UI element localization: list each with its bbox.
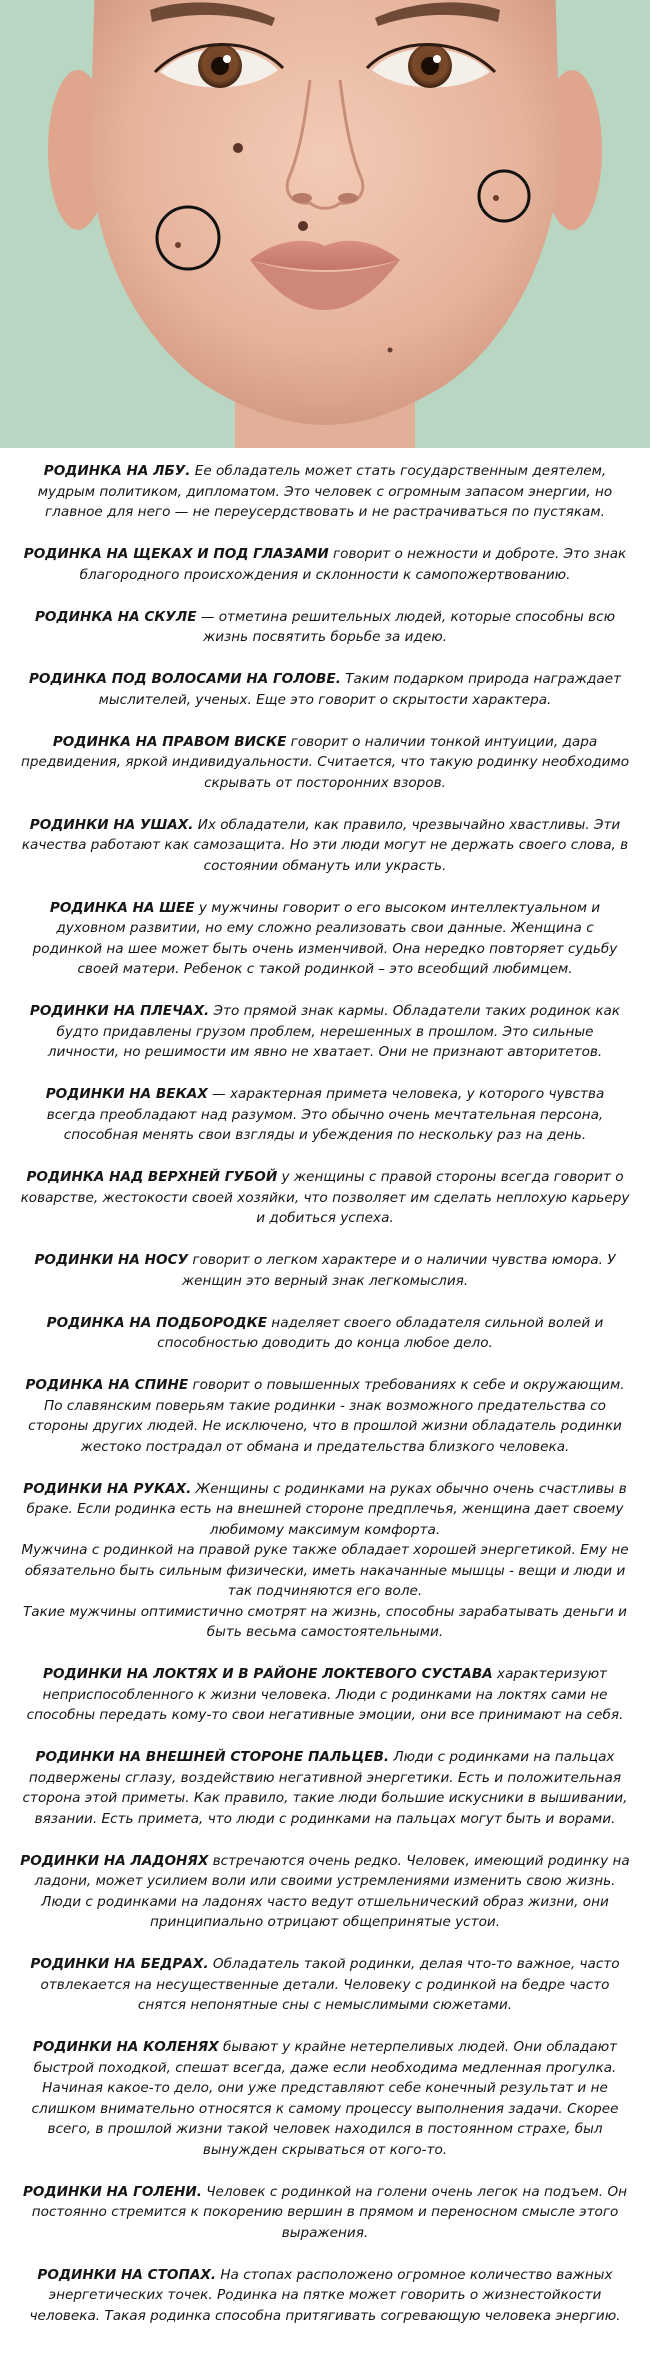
left-eye-highlight bbox=[223, 55, 231, 63]
entry-palms bbox=[20, 1851, 630, 1933]
entry-ears bbox=[20, 815, 630, 877]
entry-back bbox=[20, 1375, 630, 1457]
right-eye-highlight bbox=[433, 55, 441, 63]
entry-heading: РОДИНКА НА ПОДБОРОДКЕ bbox=[46, 1314, 267, 1331]
entry-hands bbox=[20, 1479, 630, 1643]
mole-cheek bbox=[175, 242, 181, 248]
entry-upper-lip bbox=[20, 1167, 630, 1229]
entry-heading: РОДИНКА НА СКУЛЕ bbox=[34, 608, 197, 625]
entry-heading: РОДИНКИ НА КОЛЕНЯХ bbox=[32, 2039, 219, 2055]
entry-text: характеризуют неприспособленного к жизни человека. Люди с родинками на локтях сами не способны передать кому-то свои негативные эмоции, они все принимают на себя. bbox=[26, 1666, 624, 1723]
entry-heading: РОДИНКИ НА СТОПАХ. bbox=[37, 2266, 216, 2283]
entry-shoulders bbox=[20, 1001, 630, 1063]
entry-text: наделяет своего обладателя сильной волей и способностью доводить до конца любое дело. bbox=[157, 1314, 604, 1351]
entry-heading: РОДИНКИ НА НОСУ bbox=[34, 1252, 189, 1268]
face-drawing bbox=[0, 0, 650, 448]
entry-text: — характерная примета человека, у которого чувства всегда преобладают над разумом. Это обычно очень мечтательная персона, способная менять свои взгляды и убеждения по нескольку раз на день. bbox=[46, 1086, 605, 1143]
entry-heading: РОДИНКА НА ШЕЕ bbox=[49, 899, 195, 916]
entry-hips bbox=[20, 1954, 630, 2016]
entry-text: Женщины с родинками на руках обычно очень счастливы в браке. Если родинка есть на внешней стороне предплечья, женщина дает своему любимому максимум комфорта. bbox=[26, 1480, 627, 1538]
entry-fingers bbox=[20, 1747, 630, 1829]
entry-heading: РОДИНКИ НА ЛОКТЯХ И В РАЙОНЕ ЛОКТЕВОГО СУСТАВА bbox=[43, 1666, 493, 1682]
mole-above-lip bbox=[298, 221, 308, 231]
entry-neck bbox=[20, 898, 630, 980]
mole-under-eye bbox=[233, 143, 243, 153]
entry-nose bbox=[20, 1250, 630, 1291]
entry-heading: РОДИНКА НАД ВЕРХНЕЙ ГУБОЙ bbox=[26, 1169, 278, 1185]
article-text bbox=[0, 448, 650, 2326]
entry-scalp bbox=[20, 669, 630, 710]
entry-chin bbox=[20, 1313, 630, 1354]
entry-text: Таким подарком природа награждает мыслителей, ученых. Еще это говорит о скрытости характера. bbox=[98, 671, 622, 708]
entry-text: — отметина решительных людей, которые способны всю жизнь посвятить борьбе за идею. bbox=[196, 608, 616, 645]
entry-heading: РОДИНКИ НА ВЕКАХ bbox=[45, 1086, 208, 1102]
entry-heading: РОДИНКИ НА ПЛЕЧАХ. bbox=[29, 1003, 210, 1019]
entry-text: Обладатель такой родинки, делая что-то важное, часто отвлекается на несущественные детали. Человеку с родинкой на бедре часто снятся непонятные сны с немыслимыми сюжетами. bbox=[40, 1956, 620, 2013]
entry-text: говорит о легком характере и о наличии чувства юмора. У женщин это верный знак легкомыслия. bbox=[181, 1252, 616, 1289]
entry-text: у женщины с правой стороны всегда говорит о коварстве, жестокости своей хозяйки, что позволяет им сделать неплохую карьеру и добиться успеха. bbox=[20, 1169, 630, 1226]
right-nostril bbox=[338, 193, 358, 203]
face-illustration bbox=[0, 0, 650, 448]
entry-text: говорит о наличии тонкой интуиции, дара предвидения, яркой индивидуальности. Считается, что такую родинку необходимо скрывать от посторонних взоров. bbox=[20, 733, 630, 791]
entry-heading: РОДИНКИ НА ГОЛЕНИ. bbox=[22, 2183, 202, 2200]
entry-heading: РОДИНКА НА ЛБУ. bbox=[43, 463, 191, 479]
entry-elbows bbox=[20, 1664, 630, 1726]
entry-text: На стопах расположено огромное количество важных энергетических точек. Родинка на пятке может говорить о жизнестойкости человека. Такая родинка способна притягивать согревающую человека энергию. bbox=[29, 2266, 621, 2324]
entry-text: Человек с родинкой на голени очень легок на подъем. Он постоянно стремится к покорению вершин в прямом и переносном смысле этого выражения. bbox=[31, 2183, 628, 2241]
entry-text: бывают у крайне нетерпеливых людей. Они обладают быстрой походкой, спешат всегда, даже если необходима медленная прогулка. Начиная какое-то дело, они уже представляют себе конечный результат и не слишком внимательно относятся к самому процессу выполнения задачи. Скорее всего, в прошлой жизни такой человек находился в постоянном страхе, был вынужден скрываться от кого-то. bbox=[31, 2039, 619, 2158]
entry-text: говорит о нежности и доброте. Это знак благородного происхождения и склонности к самопожертвованию. bbox=[79, 546, 627, 583]
entry-heading: РОДИНКИ НА РУКАХ. bbox=[23, 1480, 192, 1497]
entry-heading: РОДИНКА ПОД ВОЛОСАМИ НА ГОЛОВЕ. bbox=[28, 671, 341, 687]
mole-cheekbone bbox=[493, 195, 499, 201]
entry-shins bbox=[20, 2182, 630, 2244]
entry-eyelids bbox=[20, 1084, 630, 1146]
entry-text: у мужчины говорит о его высоком интеллектуальном и духовном развитии, но ему сложно реализовать свои данные. Женщина с родинкой на шее может быть очень изменчивой. Она нередко повторяет судьбу своей матери. Ребенок с такой родинкой – это всеобщий любимцем. bbox=[32, 899, 618, 977]
entry-text-extra: Мужчина с родинкой на правой руке также обладает хорошей энергетикой. Ему не обязательно быть сильным физически, иметь накачанные мышцы - вещи и люди и так подчиняются его воле. bbox=[21, 1542, 629, 1599]
entry-knees bbox=[20, 2037, 630, 2160]
entry-forehead bbox=[20, 461, 630, 523]
entry-heading: РОДИНКИ НА ЛАДОНЯХ bbox=[20, 1852, 209, 1869]
entry-cheeks bbox=[20, 544, 630, 585]
entry-right-temple bbox=[20, 732, 630, 794]
entry-cheekbone bbox=[20, 607, 630, 648]
entry-text: Это прямой знак кармы. Обладатели таких родинок как будто придавлены грузом проблем, нерешенных в прошлом. Это сильные личности, но решимости им явно не хватает. Они не признают авторитетов. bbox=[47, 1003, 621, 1060]
entry-heading: РОДИНКИ НА БЕДРАХ. bbox=[30, 1956, 209, 1972]
entry-text: говорит о повышенных требованиях к себе и окружающим. По славянским поверьям такие родинки - знак возможного предательства со стороны других людей. Не исключено, что в прошлой жизни обладатель родинки жестоко пострадал от обмана и предательства близкого человека. bbox=[28, 1377, 625, 1455]
entry-text-extra: Такие мужчины оптимистично смотрят на жизнь, способны зарабатывать деньги и быть весьма самостоятельными. bbox=[22, 1603, 627, 1640]
left-nostril bbox=[292, 193, 312, 203]
entry-text: встречаются очень редко. Человек, имеющий родинку на ладони, может усилием воли или своими устремлениями изменить свою жизнь. Люди с родинками на ладонях часто ведут отшельнический образ жизни, они принципиально отрицают общепринятые устои. bbox=[34, 1852, 630, 1930]
entry-heading: РОДИНКА НА СПИНЕ bbox=[25, 1377, 189, 1393]
entry-text: Люди с родинками на пальцах подвержены сглазу, воздействию негативной энергетики. Есть и положительная сторона этой приметы. Как правило, такие люди большие искусники в вышивании, вязании. Есть примета, что люди с родинками на пальцах могут быть и ворами. bbox=[22, 1749, 628, 1827]
entry-heading: РОДИНКА НА ЩЕКАХ И ПОД ГЛАЗАМИ bbox=[23, 546, 329, 562]
mole-chin bbox=[388, 348, 393, 353]
entry-heading: РОДИНКА НА ПРАВОМ ВИСКЕ bbox=[52, 733, 287, 750]
entry-text: Их обладатели, как правило, чрезвычайно хвастливы. Эти качества работают как самозащита. Но эти люди могут не держать своего слова, в состоянии обмануть или украсть. bbox=[21, 816, 629, 874]
entry-heading: РОДИНКИ НА УШАХ. bbox=[29, 816, 194, 833]
entry-feet bbox=[20, 2265, 630, 2327]
entry-text: Ее обладатель может стать государственным деятелем, мудрым политиком, дипломатом. Это человек с огромным запасом энергии, но главное для него — не переусердствовать и не растрачиваться по пустякам. bbox=[37, 463, 613, 520]
entry-heading: РОДИНКИ НА ВНЕШНЕЙ СТОРОНЕ ПАЛЬЦЕВ. bbox=[35, 1749, 390, 1765]
